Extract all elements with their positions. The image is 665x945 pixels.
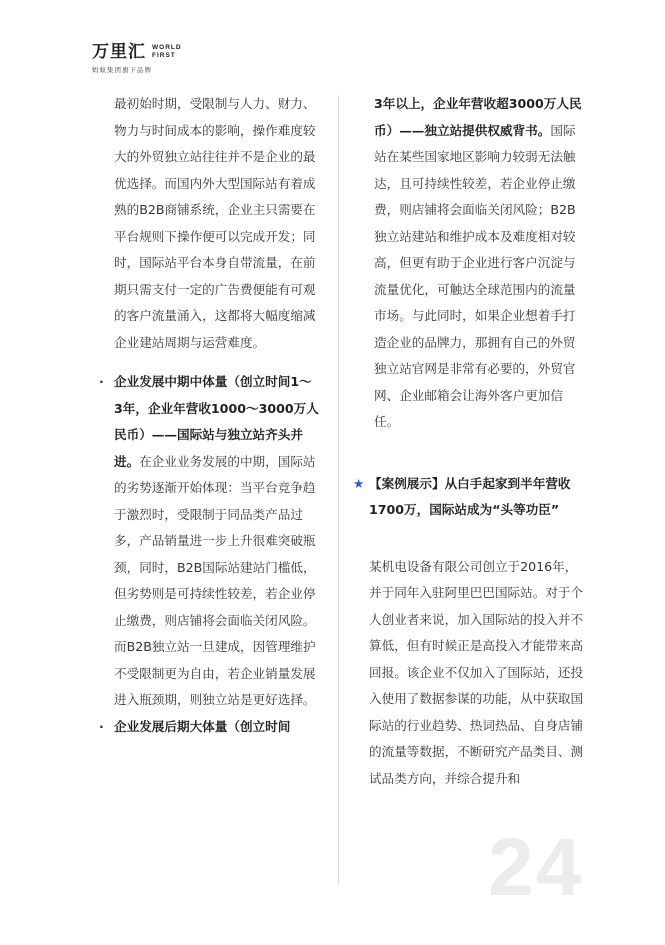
case-study-title: 【案例展示】从白手起家到半年营收1700万，国际站成为“头等功臣”: [369, 475, 571, 517]
logo-chinese-name: 万里汇: [92, 42, 146, 62]
brand-logo: [92, 42, 182, 74]
star-icon: ★: [353, 475, 365, 491]
bullet-mid-stage-heading: 企业发展中期中体量（创立时间1～3年，企业年营收1000～3000万人民币）——国际站与独立站齐头并进。: [114, 374, 319, 469]
bullet-mid-stage: [93, 369, 320, 714]
bullet-dot: ·: [99, 718, 104, 734]
left-column: [93, 91, 320, 740]
page-number: 24: [488, 822, 584, 913]
logo-english-line2: FIRST: [152, 52, 176, 59]
intro-paragraph: 最初始时期，受限制与人力、财力、物力与时间成本的影响，操作难度较大的外贸独立站往往并不是企业的最优选择。而国内外大型国际站有着成熟的B2B商铺系统，企业主只需要在平台规则下操作便可以完成开发；同时，国际站平台本身自带流量，在前期只需支付一定的广告费便能有可观的客户流量涌入，这都将大幅度缩减企业建站周期与运营难度。: [114, 96, 316, 350]
bullet-dot: ·: [99, 374, 104, 389]
case-study-heading: [353, 471, 585, 524]
logo-english-line1: WORLD: [152, 44, 182, 51]
late-stage-heading-continued: 3年以上，企业年营收超3000万人民币）——独立站提供权威背书。: [374, 96, 582, 138]
bullet-mid-stage-text: 在企业业务发展的中期，国际站的劣势逐渐开始体现：当平台竞争趋于激烈时，受限制于同品类产品过多，产品销量进一步上升很难突破瓶颈，同时，B2B国际站建站门槛低，但劣势则是可持续性较差，若企业停止缴费，则店铺将会面临关闭风险。而B2B独立站一旦建成，因管理维护不受限制更为自由，若企业销量发展进入瓶颈期，则独立站是更好选择。: [114, 453, 316, 707]
late-stage-continuation: [353, 91, 585, 436]
logo-tagline: 蚂蚁集团旗下品牌: [92, 66, 152, 74]
case-study-paragraph: 某机电设备有限公司创立于2016年，并于同年入驻阿里巴巴国际站。对于个人创业者来说，加入国际站的投入并不算低，但有时候正是高投入才能带来高回报。该企业不仅加入了国际站，还投入使用了数据参谋的功能，从中获取国际站的行业趋势、热词热品、自身店铺的流量等数据，不断研究产品类目、测试品类方向，并综合提升和: [369, 558, 584, 786]
right-column: [353, 91, 585, 792]
bullet-late-stage: [93, 714, 320, 741]
late-stage-text: 国际站在某些国家地区影响力较弱无法触达，且可持续性较差，若企业停止缴费，则店铺将会面临关闭风险；B2B独立站建站和维护成本及难度相对较高，但更有助于企业进行客户沉淀与流量优化，可触达全球范围内的流量市场。与此同时，如果企业想着手打造企业的品牌力，那拥有自己的外贸独立站官网是非常有必要的，外贸官网、企业邮箱会让海外客户更加信任。: [374, 122, 576, 429]
column-divider: [338, 95, 339, 885]
logo-english-name: [152, 44, 182, 60]
bullet-late-stage-heading: 企业发展后期大体量（创立时间: [114, 718, 291, 734]
